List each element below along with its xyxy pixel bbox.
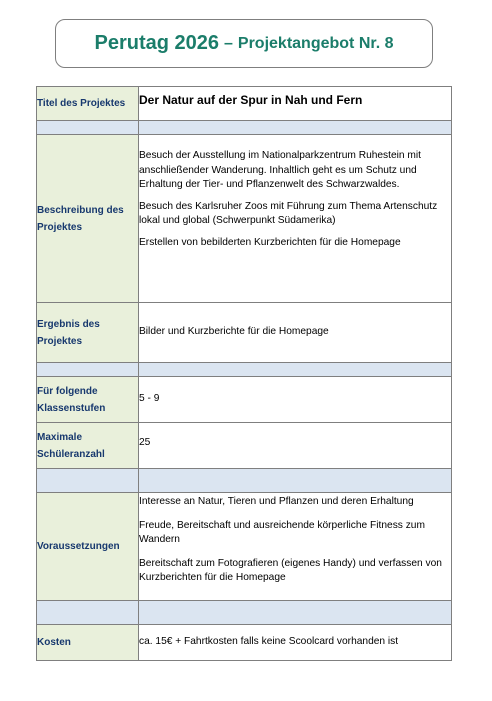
spacer-row xyxy=(37,601,452,625)
description-paragraph: Besuch des Karlsruher Zoos mit Führung zum Thema Artenschutz lokal und global (Schwerpunkt Südamerika) xyxy=(139,200,438,226)
label-title: Titel des Projektes xyxy=(37,87,139,121)
spacer-row xyxy=(37,469,452,493)
page-subtitle: Projektangebot Nr. 8 xyxy=(237,34,394,52)
label-result: Ergebnis des Projektes xyxy=(37,303,139,363)
description-paragraph: Erstellen von bebilderten Kurzberichten für die Homepage xyxy=(139,236,401,248)
label-grades: Für folgende Klassenstufen xyxy=(37,377,139,423)
requirement-item: Interesse an Natur, Tieren und Pflanzen und deren Erhaltung xyxy=(139,496,414,507)
row-grades xyxy=(37,377,452,423)
row-requirements xyxy=(37,493,452,601)
page-title: Perutag 2026 xyxy=(94,32,219,54)
requirement-item: Bereitschaft zum Fotografieren (eigenes Handy) und verfassen von Kurzberichten für die Homepage xyxy=(139,557,442,583)
row-max-students xyxy=(37,423,452,469)
spacer-row xyxy=(37,363,452,377)
row-costs xyxy=(37,625,452,661)
label-description: Beschreibung des Projektes xyxy=(37,135,139,303)
page-title-box xyxy=(55,19,433,68)
title-separator: – xyxy=(224,34,233,52)
result-value: Bilder und Kurzberichte für die Homepage xyxy=(139,303,452,363)
description-paragraph: Besuch der Ausstellung im Nationalparkzentrum Ruhestein mit anschließender Wanderung. Inhaltlich geht es um Schutz und Erhaltung der Tier- und Pflanzenwelt des Schwarzwaldes. xyxy=(139,150,421,190)
label-costs: Kosten xyxy=(37,625,139,661)
requirement-item: Freude, Bereitschaft und ausreichende körperliche Fitness zum Wandern xyxy=(139,519,425,545)
costs-value: ca. 15€ + Fahrtkosten falls keine Scoolcard vorhanden ist xyxy=(139,625,452,661)
max-students-value: 25 xyxy=(139,423,452,469)
row-title xyxy=(37,87,452,121)
project-table xyxy=(36,86,452,661)
row-result xyxy=(37,303,452,363)
spacer-row xyxy=(37,121,452,135)
label-requirements: Voraussetzungen xyxy=(37,493,139,601)
row-description xyxy=(37,135,452,303)
label-max-students: Maximale Schüleranzahl xyxy=(37,423,139,469)
grades-value: 5 - 9 xyxy=(139,377,452,423)
project-title: Der Natur auf der Spur in Nah und Fern xyxy=(139,93,363,107)
